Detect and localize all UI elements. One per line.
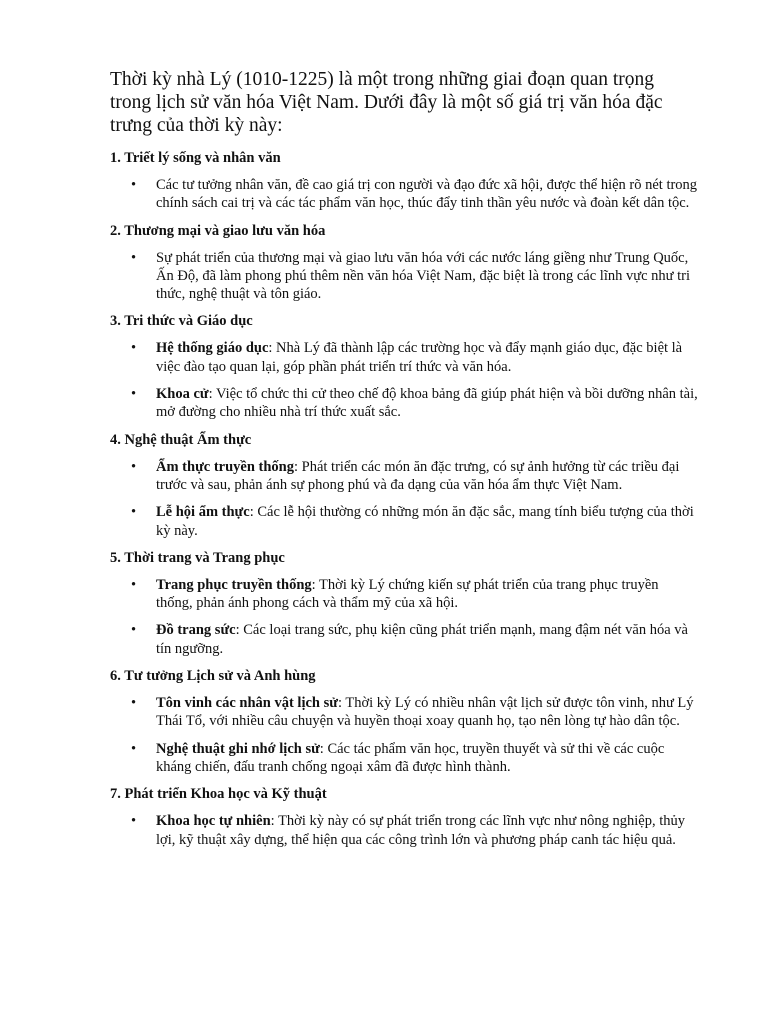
bullet-list (110, 694, 698, 776)
bullet-icon: • (131, 504, 137, 521)
bullet-list (110, 458, 698, 540)
bullet-icon: • (131, 813, 137, 830)
bullet-term: Hệ thống giáo dục (156, 340, 269, 357)
bullet-list (110, 176, 698, 213)
bullet-term-separator: : (270, 813, 279, 830)
bullet-item (110, 458, 698, 495)
bullet-list (110, 249, 698, 304)
sections-container (110, 149, 698, 849)
bullet-item (110, 176, 698, 213)
bullet-term: Lễ hội ẩm thực (156, 504, 250, 521)
bullet-item (110, 385, 698, 422)
bullet-term-separator: : (235, 622, 244, 639)
bullet-item (110, 694, 698, 731)
bullet-text: Các tư tưởng nhân văn, đề cao giá trị con người và đạo đức xã hội, được thể hiện rõ nét trong chính sách cai trị và các tác phẩm văn học, thúc đẩy tinh thần yêu nước và đoàn kết dân tộc. (156, 177, 698, 212)
bullet-text: Các loại trang sức, phụ kiện cũng phát triển mạnh, mang đậm nét văn hóa và tín ngưỡng. (156, 622, 688, 657)
bullet-icon: • (131, 249, 137, 266)
bullet-term: Tôn vinh các nhân vật lịch sử (156, 695, 338, 712)
bullet-item (110, 249, 698, 304)
bullet-icon: • (131, 576, 137, 593)
bullet-icon: • (131, 386, 137, 403)
bullet-text: Nhà Lý đã thành lập các trường học và đẩy mạnh giáo dục, đặc biệt là việc đào tạo quan lại, góp phần phát triển trí thức và văn hóa. (156, 340, 683, 375)
bullet-item (110, 339, 698, 376)
bullet-list (110, 576, 698, 658)
bullet-list (110, 812, 698, 849)
section-heading: 6. Tư tưởng Lịch sử và Anh hùng (110, 668, 316, 685)
section-heading: 7. Phát triển Khoa học và Kỹ thuật (110, 786, 327, 803)
bullet-term: Khoa học tự nhiên (156, 813, 271, 830)
bullet-term-separator: : (208, 386, 217, 403)
bullet-term-separator: : (337, 695, 346, 712)
bullet-term-separator: : (319, 740, 328, 757)
bullet-icon: • (131, 177, 137, 193)
bullet-term-separator: : (294, 458, 302, 475)
bullet-text: Thời kỳ Lý chứng kiến sự phát triển của trang phục truyền thống, phản ánh phong cách và thẩm mỹ của xã hội. (156, 576, 659, 612)
bullet-text: Sự phát triển của thương mại và giao lưu văn hóa với các nước láng giềng như Trung Quốc, Ấn Độ, đã làm phong phú thêm nền văn hóa Việt Nam, đặc biệt là trong các lĩnh vực như tri thức, nghệ thuật và tôn giáo. (156, 249, 691, 303)
bullet-icon: • (131, 458, 137, 475)
bullet-term: Đồ trang sức (156, 622, 236, 639)
section-heading: 4. Nghệ thuật Ẩm thực (110, 431, 252, 448)
section-heading: 1. Triết lý sống và nhân văn (110, 150, 281, 166)
bullet-icon: • (131, 740, 137, 757)
bullet-list (110, 339, 698, 421)
bullet-term: Khoa cử (156, 386, 209, 403)
section-heading: 2. Thương mại và giao lưu văn hóa (110, 222, 326, 239)
bullet-text: Các tác phẩm văn học, truyền thuyết và sử thi về các cuộc kháng chiến, đấu tranh chống ngoại xâm đã được hình thành. (156, 740, 665, 775)
bullet-item (110, 576, 698, 613)
bullet-item (110, 740, 698, 777)
bullet-text: Việc tổ chức thi cử theo chế độ khoa bảng đã giúp phát hiện và bồi dưỡng nhân tài, mở đường cho nhiều nhà trí thức xuất sắc. (156, 386, 698, 421)
bullet-icon: • (131, 340, 137, 357)
bullet-term-separator: : (268, 340, 277, 357)
bullet-item (110, 503, 698, 540)
section-heading: 5. Thời trang và Trang phục (110, 549, 285, 566)
bullet-text: Thời kỳ Lý có nhiều nhân vật lịch sử được tôn vinh, như Lý Thái Tổ, với nhiều câu chuyện và huyền thoại xoay quanh họ, tạo nên lòng tự hào dân tộc. (156, 695, 694, 730)
bullet-item (110, 621, 698, 658)
bullet-text: Phát triển các món ăn đặc trưng, có sự ảnh hưởng từ các triều đại trước và sau, phản ánh sự phong phú và đa dạng của văn hóa ẩm thực Việt Nam. (156, 458, 680, 493)
bullet-icon: • (131, 695, 137, 712)
bullet-item (110, 812, 698, 849)
bullet-text: Thời kỳ này có sự phát triển trong các lĩnh vực như nông nghiệp, thủy lợi, kỹ thuật xây dựng, thể hiện qua các công trình lớn và phương pháp canh tác hiệu quả. (156, 813, 686, 848)
bullet-term: Ẩm thực truyền thống (156, 458, 294, 475)
bullet-term: Trang phục truyền thống (156, 576, 312, 593)
bullet-term: Nghệ thuật ghi nhớ lịch sử (156, 740, 320, 757)
bullet-term-separator: : (249, 504, 258, 521)
bullet-text: Các lễ hội thường có những món ăn đặc sắc, mang tính biểu tượng của thời kỳ này. (156, 504, 694, 539)
section-heading: 3. Tri thức và Giáo dục (110, 313, 253, 330)
bullet-term-separator: : (311, 576, 320, 593)
intro-paragraph: Thời kỳ nhà Lý (1010-1225) là một trong những giai đoạn quan trọng trong lịch sử văn hóa Việt Nam. Dưới đây là một số giá trị văn hóa đặc trưng của thời kỳ này: (110, 69, 663, 136)
bullet-icon: • (131, 622, 137, 639)
